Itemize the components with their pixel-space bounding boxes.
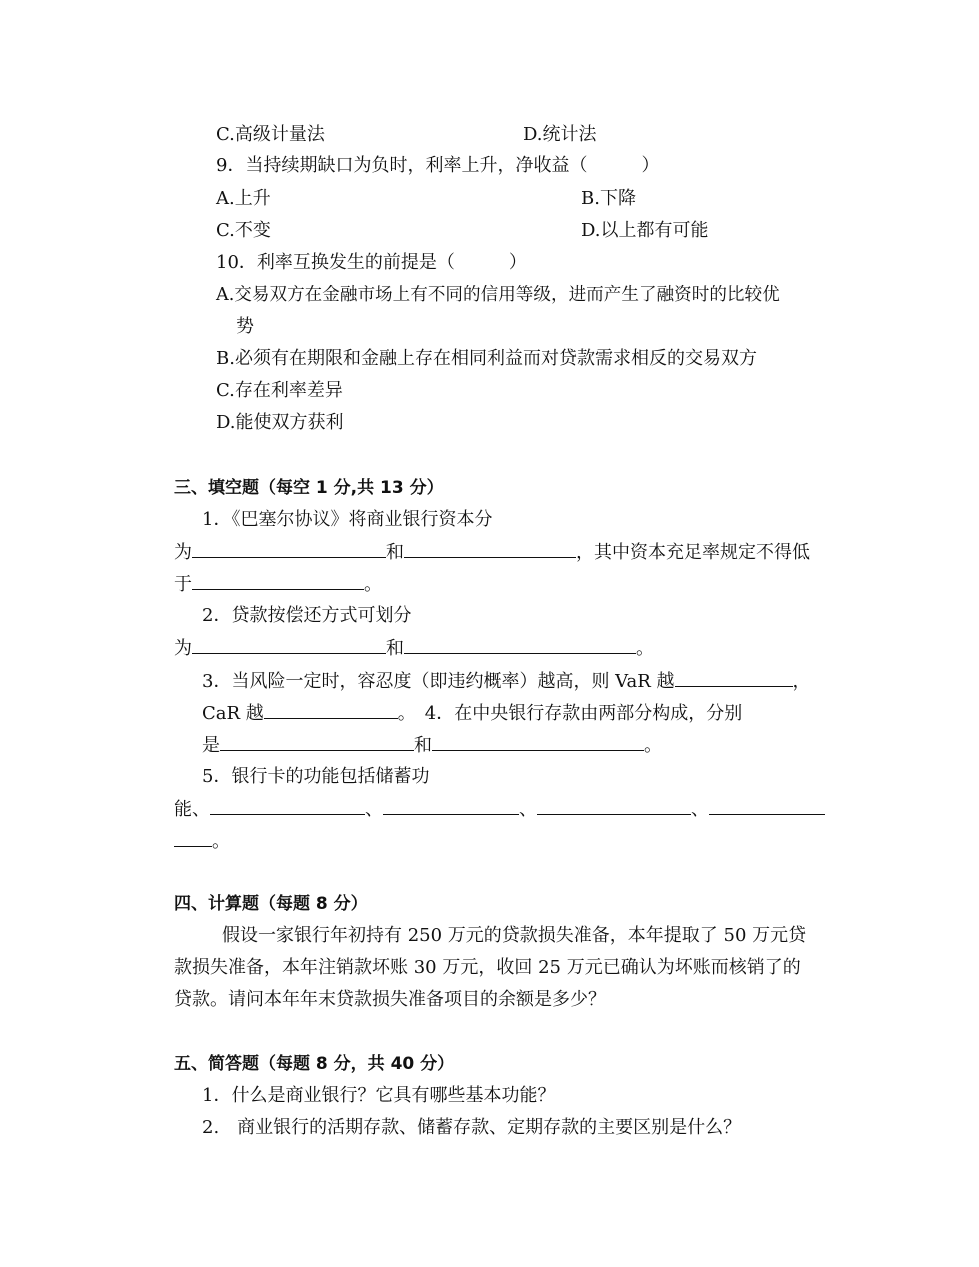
fill-q1-line2 — [174, 541, 810, 564]
fill-q4-prefix: 是 — [202, 735, 220, 756]
fill-q4-line2 — [202, 734, 662, 757]
fill-q1-prefix: 为 — [174, 542, 192, 563]
fill-q4-stem: 。 4．在中央银行存款由两部分构成，分别 — [397, 703, 743, 724]
fill-q4-and: 和 — [414, 735, 432, 756]
q8-option-c: C.高级计量法 — [216, 124, 325, 145]
q10-option-a-cont: 势 — [236, 316, 254, 337]
fill-q1-stem: 1．《巴塞尔协议》将商业银行资本分 — [202, 509, 493, 530]
q9-option-a: A.上升 — [216, 188, 271, 209]
fill-q5-sep-1: 、 — [365, 799, 383, 820]
fill-q3-blank-1[interactable] — [675, 670, 793, 687]
fill-q4-period: 。 — [644, 735, 662, 756]
q8-option-d: D.统计法 — [523, 124, 597, 145]
fill-q1-and: 和 — [386, 542, 404, 563]
fill-q5-blank-4[interactable] — [709, 798, 825, 815]
fill-q1-blank-2[interactable] — [404, 541, 576, 558]
fill-q2-period: 。 — [636, 638, 654, 659]
fill-q2-prefix: 为 — [174, 638, 192, 659]
short-q1: 1．什么是商业银行？它具有哪些基本功能？ — [202, 1085, 556, 1106]
section3-title: 三、填空题（每空 1 分,共 13 分） — [174, 478, 444, 498]
q10-option-a: A.交易双方在金融市场上有不同的信用等级，进而产生了融资时的比较优 — [216, 285, 780, 305]
q9-stem: 9．当持续期缺口为负时，利率上升，净收益（ ） — [216, 155, 660, 176]
fill-q2-blank-1[interactable] — [192, 637, 386, 654]
fill-q2-stem: 2．贷款按偿还方式可划分 — [202, 605, 412, 626]
fill-q4-blank-2[interactable] — [432, 734, 644, 751]
fill-q5-period: 。 — [212, 831, 230, 852]
calc-text-line-1: 假设一家银行年初持有 250 万元的贷款损失准备，本年提取了 50 万元贷 — [222, 925, 807, 946]
fill-q5-sep-2: 、 — [519, 799, 537, 820]
fill-q2-blank-2[interactable] — [404, 637, 636, 654]
fill-q5-sep-3: 、 — [691, 799, 709, 820]
fill-q1-blank-3[interactable] — [192, 573, 364, 590]
section5-title: 五、简答题（每题 8 分，共 40 分） — [174, 1054, 455, 1074]
fill-q3-car: CaR 越 — [202, 703, 264, 724]
fill-q4-blank-1[interactable] — [220, 734, 414, 751]
fill-q3-line2 — [202, 702, 742, 725]
fill-q3-stem: 3．当风险一定时，容忍度（即违约概率）越高，则 VaR 越 — [202, 671, 675, 692]
fill-q5-prefix: 能、 — [174, 799, 210, 820]
section4-title: 四、计算题（每题 8 分） — [174, 894, 368, 914]
fill-q5-blank-1[interactable] — [210, 798, 365, 815]
short-q2: 2. 商业银行的活期存款、储蓄存款、定期存款的主要区别是什么？ — [202, 1117, 742, 1138]
fill-q1-blank-1[interactable] — [192, 541, 386, 558]
fill-q5-stem: 5．银行卡的功能包括储蓄功 — [202, 766, 430, 787]
fill-q1-suffix: ，其中资本充足率规定不得低 — [576, 542, 810, 563]
fill-q5-line2 — [174, 798, 825, 821]
fill-q3-comma: ， — [792, 671, 811, 692]
q10-option-d: D.能使双方获利 — [216, 412, 344, 433]
fill-q2-and: 和 — [386, 638, 404, 659]
fill-q1-line3 — [174, 573, 382, 596]
q9-option-b: B.下降 — [581, 188, 636, 209]
fill-q3-line1 — [202, 670, 811, 693]
q10-option-b: B.必须有在期限和金融上存在相同利益而对贷款需求相反的交易双方 — [216, 348, 757, 369]
fill-q5-blank-3[interactable] — [537, 798, 691, 815]
fill-q5-blank-2[interactable] — [383, 798, 519, 815]
fill-q3-blank-2[interactable] — [264, 702, 398, 719]
fill-q1-period: 。 — [364, 574, 382, 595]
fill-q2-line2 — [174, 637, 654, 660]
fill-q1-prefix-2: 于 — [174, 574, 192, 595]
fill-q5-line3 — [174, 830, 230, 853]
q9-option-c: C.不变 — [216, 220, 271, 241]
calc-text-line-3: 贷款。请问本年年末贷款损失准备项目的余额是多少？ — [174, 989, 606, 1010]
calc-text-line-2: 款损失准备，本年注销款坏账 30 万元，收回 25 万元已确认为坏账而核销了的 — [174, 957, 801, 978]
q9-option-d: D.以上都有可能 — [581, 220, 709, 241]
fill-q5-blank-4-cont[interactable] — [174, 830, 212, 847]
q10-option-c: C.存在利率差异 — [216, 380, 343, 401]
q10-stem: 10．利率互换发生的前提是（ ） — [216, 252, 527, 273]
